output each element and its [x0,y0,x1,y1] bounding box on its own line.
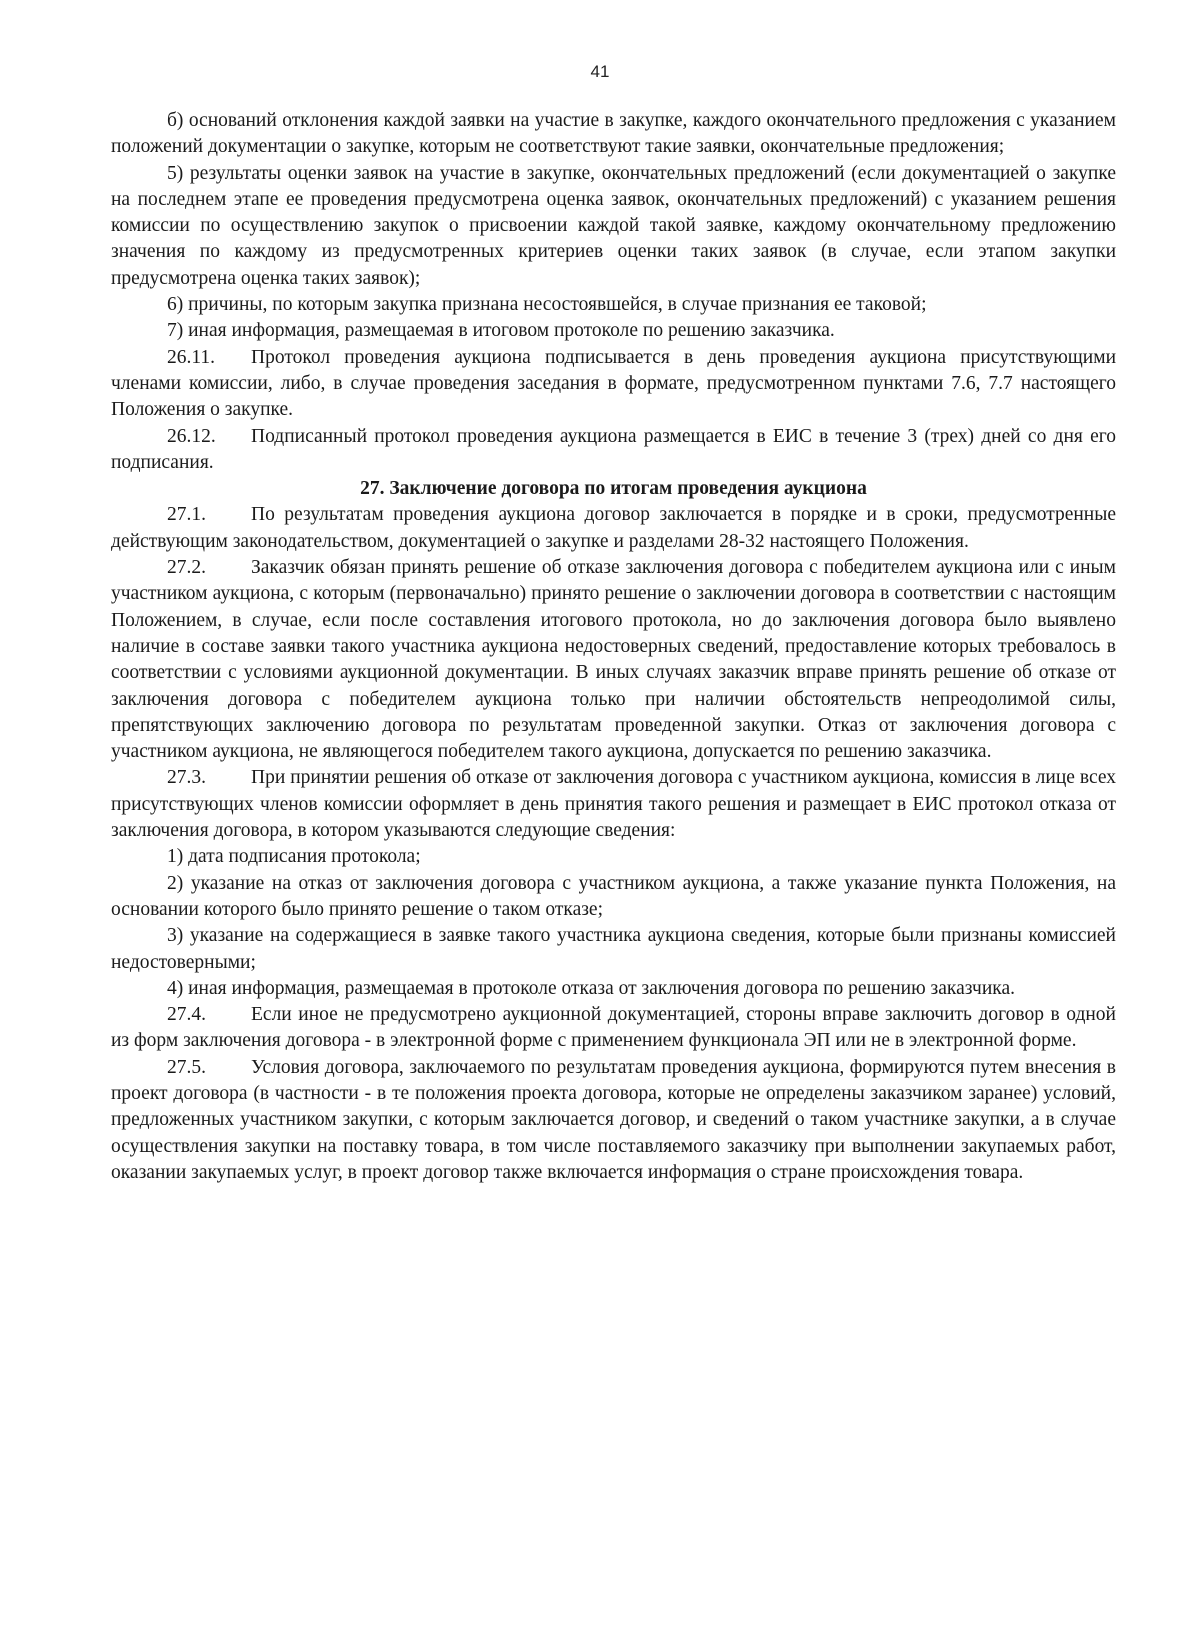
paragraph-text: 3) указание на содержащиеся в заявке такого участника аукциона сведения, которые были признаны комиссией недостоверными; [111,925,1116,973]
list-item-4 [111,976,1116,1002]
clause-27-2 [111,555,1116,765]
clause-number: 27.5. [167,1056,206,1078]
clause-26-12 [111,424,1116,477]
paragraph-text: 4) иная информация, размещаемая в протоколе отказа от заключения договора по решению заказчика. [167,977,1016,999]
clause-27-1 [111,502,1116,555]
clause-text: При принятии решения об отказе от заключения договора с участником аукциона, комиссия в лице всех присутствующих членов комиссии оформляет в день принятия такого решения и размещает в ЕИС протокол отказа от заключения договора, в котором указываются следующие сведения: [111,767,1116,842]
paragraph-text: 6) причины, по которым закупка признана несостоявшейся, в случае признания ее таковой; [167,294,927,316]
page-number: 41 [590,62,610,81]
paragraph-6 [111,292,1116,318]
clause-text: Подписанный протокол проведения аукциона размещается в ЕИС в течение 3 (трех) дней со дня его подписания. [111,425,1116,473]
clause-27-4 [111,1002,1116,1055]
paragraph-b [111,108,1116,161]
list-item-3 [111,923,1116,976]
list-item-2 [111,871,1116,924]
clause-number: 27.2. [167,557,206,579]
clause-text: По результатам проведения аукциона договор заключается в порядке и в сроки, предусмотренные действующим законодательством, документацией о закупке и разделами 28-32 настоящего Положения. [111,504,1116,552]
clause-number: 27.3. [167,767,206,789]
paragraph-5 [111,161,1116,292]
clause-27-5 [111,1055,1116,1186]
clause-number: 26.11. [167,346,216,368]
clause-text: Если иное не предусмотрено аукционной документацией, стороны вправе заключить договор в одной из форм заключения договора - в электронной форме с применением функционала ЭП или не в электронной форме. [111,1004,1116,1052]
clause-text: Заказчик обязан принять решение об отказе заключения договора с победителем аукциона или с иным участником аукциона, с которым (первоначально) принято решение о заключении договора в соответствии с настоящим Положением, в случае, если после составления итогового протокола, но до заключения договора было выявлено наличие в составе заявки такого участника аукциона недостоверных сведений, предоставление которых требовалось в соответствии с условиями аукционной документации. В иных случаях заказчик вправе принять решение об отказе от заключения договора с победителем аукциона только при наличии обстоятельств непреодолимой силы, препятствующих заключению договора по результатам проведенной закупки. Отказ от заключения договора с участником аукциона, не являющегося победителем такого аукциона, допускается по решению заказчика. [111,557,1116,763]
list-item-1 [111,844,1116,870]
clause-text: Протокол проведения аукциона подписывается в день проведения аукциона присутствующими членами комиссии, либо, в случае проведения заседания в формате, предусмотренном пунктами 7.6, 7.7 настоящего Положения о закупке. [111,346,1116,421]
paragraph-text: 1) дата подписания протокола; [167,846,421,868]
clause-26-11 [111,345,1116,424]
clause-27-3 [111,765,1116,844]
paragraph-text: 2) указание на отказ от заключения договора с участником аукциона, а также указание пункта Положения, на основании которого было принято решение о таком отказе; [111,872,1116,920]
paragraph-text: 7) иная информация, размещаемая в итоговом протоколе по решению заказчика. [167,320,835,342]
clause-number: 26.12. [167,425,216,447]
clause-text: Условия договора, заключаемого по результатам проведения аукциона, формируются путем внесения в проект договора (в частности - в те положения проекта договора, которые не определены заказчиком заранее) условий, предложенных участником закупки, с которым заключается договор, и сведений о таком участнике закупки, а в случае осуществления закупки на поставку товара, в том числе поставляемого заказчику при выполнении закупаемых работ, оказании закупаемых услуг, в проект договор также включается информация о стране происхождения товара. [111,1056,1116,1183]
paragraph-text: б) оснований отклонения каждой заявки на участие в закупке, каждого окончательного предложения с указанием положений документации о закупке, которым не соответствуют такие заявки, окончательные предложения; [111,110,1116,158]
section-heading: 27. Заключение договора по итогам проведения аукциона [360,478,867,500]
clause-number: 27.1. [167,504,206,526]
clause-number: 27.4. [167,1004,206,1026]
paragraph-7 [111,318,1116,344]
document-body [111,108,1116,1186]
paragraph-text: 5) результаты оценки заявок на участие в закупке, окончательных предложений (если документацией о закупке на последнем этапе ее проведения предусмотрена оценка заявок, окончательных предложений) с указанием решения комиссии по осуществлению закупок о присвоении каждой такой заявке, каждому окончательному предложению значения по каждому из предусмотренных критериев оценки таких заявок (в случае, если этапом закупки предусмотрена оценка таких заявок); [111,162,1116,289]
